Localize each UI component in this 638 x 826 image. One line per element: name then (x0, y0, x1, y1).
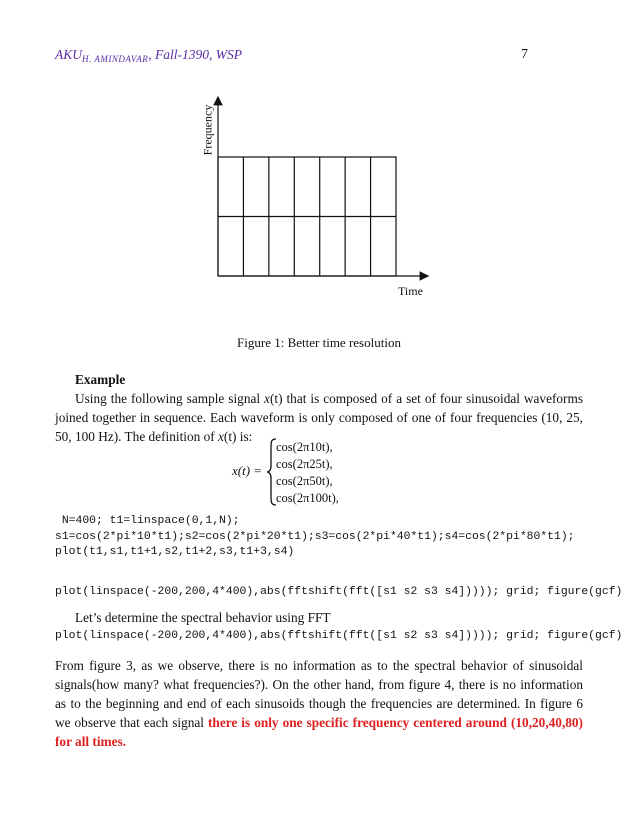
case-line: cos(2π100t), (276, 491, 339, 505)
tiling-figure (0, 0, 638, 330)
example-heading: Example (75, 372, 126, 387)
spectral-intro: Let’s determine the spectral behavior using FFT (75, 610, 331, 625)
x-axis-label: Time (398, 284, 423, 298)
signal-cases (276, 439, 339, 507)
code-line: N=400; t1=linspace(0,1,N); (55, 515, 240, 527)
course-name: AKU (55, 47, 82, 62)
case-line: cos(2π50t), (276, 474, 333, 488)
case-line: cos(2π25t), (276, 457, 333, 471)
code-line: plot(t1,s1,t1+1,s2,t1+2,s3,t1+3,s4) (55, 546, 295, 558)
tile-grid (218, 157, 396, 276)
highlight-text: there is only one specific frequency centered around (10,20,40,80) for all times. (55, 715, 583, 749)
conclusion-paragraph: From figure 3, as we observe, there is no information as to the spectral behavior of sinusoidal signals(how many? what frequencies?). On the other hand, from figure 4, there is no information as to the beginning and end of each sinusoids though the frequencies are determined. In figure 6 we observe that each signal there is only one specific frequency centered around (10,20,40,80) for all times. (55, 658, 583, 749)
figure-caption: Figure 1: Better time resolution (237, 335, 401, 350)
y-axis-label: Frequency (200, 104, 215, 156)
code-line: plot(linspace(-200,200,4*400),abs(fftshift(fft([s1 s2 s3 s4])))); grid; figure(gcf) (55, 630, 623, 642)
code-line: s1=cos(2*pi*10*t1);s2=cos(2*pi*20*t1);s3=cos(2*pi*40*t1);s4=cos(2*pi*80*t1); (55, 531, 575, 543)
page-number: 7 (521, 47, 528, 62)
term-label: , Fall-1390, WSP (148, 47, 242, 62)
case-line: cos(2π10t), (276, 440, 333, 454)
author-subscript: H. AMINDAVAR (82, 54, 149, 64)
signal-definition-lhs: x(t) = (232, 463, 263, 478)
code-line: plot(linspace(-200,200,4*400),abs(fftshift(fft([s1 s2 s3 s4])))); grid; figure(gcf) (55, 586, 623, 598)
example-intro: Using the following sample signal x(t) that is composed of a set of four sinusoidal waveforms joined together in sequence. Each waveform is only composed of one of four frequencies (10, 25, 50, 100 Hz). The definition of x(t) is: (55, 391, 583, 444)
